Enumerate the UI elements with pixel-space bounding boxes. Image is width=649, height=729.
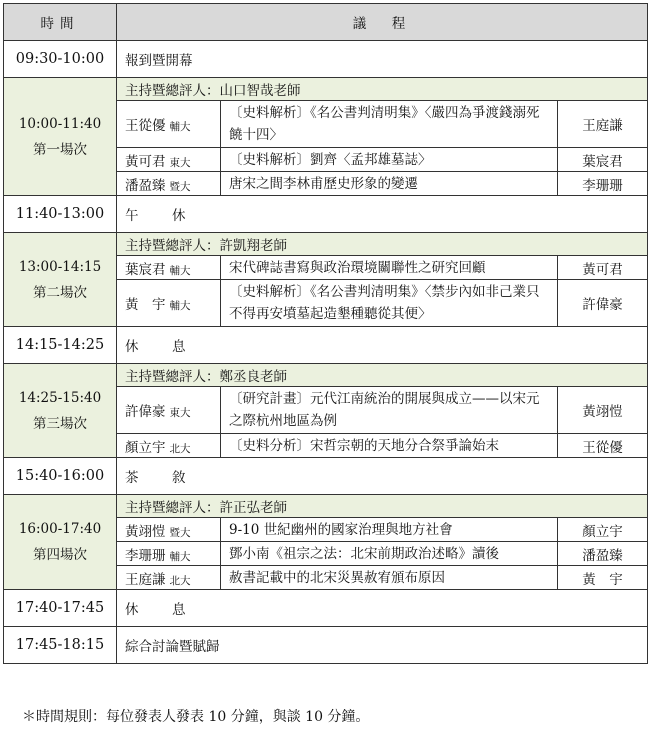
session-1-time: 10:00-11:40: [18, 115, 102, 132]
lunch-row: [4, 196, 648, 233]
presenter-name: 黃翊愷: [125, 523, 166, 540]
paper-title: 9-10 世紀幽州的國家治理與地方社會: [221, 518, 558, 542]
tea-break-label: 茶 敘: [117, 458, 648, 495]
presenter-cell: [117, 256, 221, 280]
session-1-slot: [4, 78, 117, 196]
presenter-cell: [117, 101, 221, 148]
presenter-affiliation: 北大: [169, 442, 191, 455]
registration-time: 09:30-10:00: [4, 41, 117, 78]
agenda-table: [3, 3, 648, 664]
presenter-affiliation: 東大: [169, 407, 191, 419]
paper-title: 鄧小南《祖宗之法：北宋前期政治述略》讀後: [221, 542, 558, 566]
presenter-name: 許偉豪: [125, 404, 166, 420]
paper-title: 〔史料解析〕劉齊〈孟邦雄墓誌〉: [221, 148, 558, 172]
presenter-cell: [117, 280, 221, 327]
discussant: 黃 宇: [558, 566, 648, 590]
paper-title: 〔史料解析〕《名公書判清明集》〈禁步內如非己業只不得再安墳墓起造墾種聽從其便〉: [221, 280, 558, 327]
presenter-affiliation: 北大: [169, 574, 191, 587]
break-1-time: 14:15-14:25: [4, 327, 117, 364]
session-4-name: 第四場次: [33, 547, 87, 563]
presenter-affiliation: 輔大: [169, 550, 191, 563]
session-3-chair-row: [4, 364, 648, 387]
break-2-label: 休 息: [117, 590, 648, 627]
break-1-label: 休 息: [117, 327, 648, 364]
closing-label: 綜合討論暨賦歸: [117, 627, 648, 664]
presenter-affiliation: 輔大: [169, 121, 191, 133]
presenter-name: 王從優: [125, 118, 166, 134]
session-4-chair-row: [4, 495, 648, 518]
break-2-row: [4, 590, 648, 627]
header-row: [4, 4, 648, 41]
paper-title: 〔研究計畫〕元代江南統治的開展與成立——以宋元之際杭州地區為例: [221, 387, 558, 434]
registration-row: [4, 41, 648, 78]
lunch-label: 午 休: [117, 196, 648, 233]
discussant: 黃可君: [558, 256, 648, 280]
break-2-time: 17:40-17:45: [4, 590, 117, 627]
paper-title: 〔史料分析〕宋哲宗朝的天地分合祭爭論始末: [221, 434, 558, 458]
discussant: 葉宸君: [558, 148, 648, 172]
session-3-time: 14:25-15:40: [18, 389, 102, 406]
break-1-row: [4, 327, 648, 364]
header-agenda: 議 程: [117, 4, 648, 41]
discussant: 王從優: [558, 434, 648, 458]
tea-break-time: 15:40-16:00: [4, 458, 117, 495]
closing-time: 17:45-18:15: [4, 627, 117, 664]
discussant: 李珊珊: [558, 172, 648, 196]
presenter-affiliation: 暨大: [169, 526, 191, 539]
header-time: 時間: [4, 4, 117, 41]
closing-row: [4, 627, 648, 664]
registration-label: 報到暨開幕: [117, 41, 648, 78]
presenter-cell: [117, 148, 221, 172]
session-1-name: 第一場次: [33, 141, 87, 158]
session-4-chair: 主持暨總評人：許正弘老師: [117, 495, 648, 518]
discussant: 黃翊愷: [558, 387, 648, 434]
presenter-affiliation: 輔大: [169, 264, 191, 277]
lunch-time: 11:40-13:00: [4, 196, 117, 233]
presenter-name: 王庭謙: [125, 571, 166, 588]
session-1-chair: 主持暨總評人：山口智哉老師: [117, 78, 648, 101]
session-2-slot: [4, 233, 117, 327]
presenter-cell: [117, 542, 221, 566]
tea-break-row: [4, 458, 648, 495]
session-2-time: 13:00-14:15: [18, 258, 102, 275]
presenter-cell: [117, 172, 221, 196]
presenter-cell: [117, 434, 221, 458]
session-4-slot: [4, 495, 117, 590]
footnote: ＊時間規則：每位發表人發表 10 分鐘，與談 10 分鐘。: [22, 709, 370, 725]
presenter-affiliation: 暨大: [169, 180, 191, 193]
presenter-cell: [117, 518, 221, 542]
presenter-name: 葉宸君: [125, 261, 166, 278]
discussant: 潘盈臻: [558, 542, 648, 566]
presenter-affiliation: 輔大: [169, 300, 191, 312]
discussant: 許偉豪: [558, 280, 648, 327]
paper-title: 唐宋之間李林甫歷史形象的變遷: [221, 172, 558, 196]
session-3-slot: [4, 364, 117, 458]
presenter-name: 顏立宇: [125, 439, 166, 456]
presenter-affiliation: 東大: [169, 156, 191, 169]
presenter-name: 黃可君: [125, 153, 166, 170]
session-2-name: 第二場次: [33, 284, 87, 301]
presenter-cell: [117, 387, 221, 434]
discussant: 顏立宇: [558, 518, 648, 542]
paper-title: 宋代碑誌書寫與政治環境關聯性之研究回顧: [221, 256, 558, 280]
presenter-name: 李珊珊: [125, 547, 166, 564]
discussant: 王庭謙: [558, 101, 648, 148]
presenter-name: 潘盈臻: [125, 177, 166, 194]
session-1-chair-row: [4, 78, 648, 101]
session-4-time: 16:00-17:40: [18, 521, 102, 537]
paper-title: 〔史料解析〕《名公書判清明集》〈嚴四為爭渡錢溺死饒十四〉: [221, 101, 558, 148]
session-3-name: 第三場次: [33, 415, 87, 432]
session-3-chair: 主持暨總評人：鄭丞良老師: [117, 364, 648, 387]
session-2-chair: 主持暨總評人：許凱翔老師: [117, 233, 648, 256]
paper-title: 赦書記載中的北宋災異赦宥頒布原因: [221, 566, 558, 590]
session-2-chair-row: [4, 233, 648, 256]
presenter-cell: [117, 566, 221, 590]
presenter-name: 黃 宇: [125, 297, 166, 313]
